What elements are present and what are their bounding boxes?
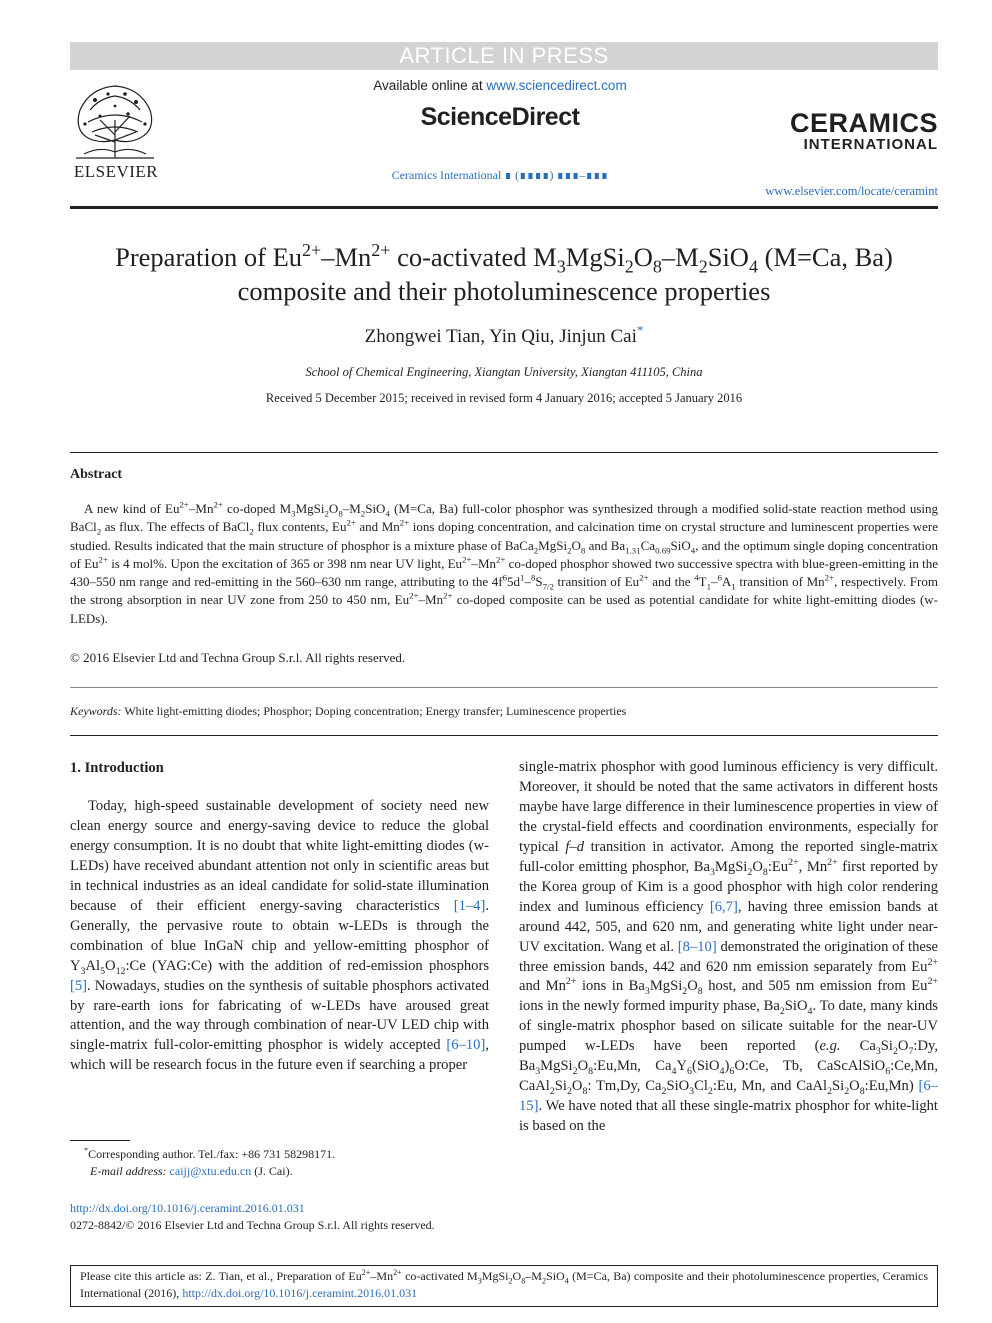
sciencedirect-link[interactable]: www.sciencedirect.com (486, 78, 627, 93)
abstract-top-rule (70, 452, 938, 453)
doi-link[interactable]: http://dx.doi.org/10.1016/j.ceramint.2016.01.031 (70, 1201, 305, 1215)
section-heading-introduction: 1. Introduction (70, 760, 164, 776)
citation-doi-link[interactable]: http://dx.doi.org/10.1016/j.ceramint.2016.01.031 (182, 1286, 418, 1300)
header-rule (70, 206, 938, 209)
doi-block (70, 1200, 490, 1234)
elsevier-wordmark: ELSEVIER (73, 162, 159, 181)
article-in-press-banner: ARTICLE IN PRESS (70, 42, 938, 70)
intro-paragraph-1-continued: single-matrix phosphor with good luminous efficiency is very difficult. Moreover, it should be noted that the same activators in different hosts maybe have large difference in their luminescence properties in view of the crystal-field effects and coordination environments, especially for typical f–d transition in activator. Among the reported single-matrix full-color emitting phosphor, $Ba_3MgSi_2O_8:Eu^{2+}$, $Mn^{2+}$ first reported by the Korea group of Kim is a good phosphor with high color rendering index and luminous efficiency [6,7], having three emission bands at around 442, 505, and 620 nm, and generating white light under near-UV excitation. Wang et al. [8–10] demonstrated the origination of these three emission bands, 442 and 620 nm emission separately from $Eu^{2+}$ and $Mn^{2+}$ ions in $Ba_3MgSi_2O_8$ host, and 505 nm emission from $Eu^{2+}$ ions in the newly formed impurity phase, $Ba_2SiO_4$. To date, many kinds of single-matrix phosphor based on silicate suitable for the near-UV pumped w-LEDs have been reported (e.g. $Ca_3Si_2O_7:Dy$, $Ba_3MgSi_2O_8:Eu,Mn$, $Ca_4Y_6(SiO_4)_6O:Ce$, Tb, CaScAlSiO$_6$:Ce,Mn, $CaAl_2Si_2O_8$: Tm,Dy, $Ca_2SiO_3Cl_2:Eu$, Mn, and $CaAl_2Si_2O_8:Eu,Mn$) [6–15]. We have noted that all these single-matrix phosphor for white-light is based on the (519, 759, 939, 1135)
email-link[interactable]: caijj@xtu.edu.cn (169, 1164, 252, 1178)
corresponding-author-note: *Corresponding author. Tel./fax: +86 731 58298171. (84, 1146, 336, 1161)
abstract-body: A new kind of $Eu^{2+}-Mn^{2+}$ co-doped $M_3MgSi_2O_8-M_2SiO_4$ (M=Ca, Ba) full-color phosphor was synthesized through a modified solid-state reaction method using BaCl$_2$ as flux. The effects of BaCl$_2$ flux contents, $Eu^{2+}$ and $Mn^{2+}$ ions doping concentration, and calcination time on crystal structure and luminescent properties were studied. Results indicated that the main structure of phosphor is a mixture phase of $BaCa_2MgSi_2O_8$ and $Ba_{1.31}Ca_{0.69}SiO_4$, and the optimum single doping concentration of $Eu^{2+}$ is 4 mol%. Upon the excitation of 365 or 398 nm near UV light, $Eu^{2+}-Mn^{2+}$ co-doped phosphor showed two successive spectra with blue-green-emitting in the 430–550 nm range and red-emitting in the 560–630 nm range, attributing to the $4f^65d^1-^8S_{7/2}$ transition of $Eu^{2+}$ and the $^4T_1-^6A_1$ transition of $Mn^{2+}$, respectively. From the strong absorption in near UV zone from 250 to 450 nm, $Eu^{2+}-Mn^{2+}$ co-doped composite can be used as potential candidate for white light-emitting diodes (w-LEDs). (70, 499, 938, 626)
abstract-heading: Abstract (70, 467, 123, 482)
keywords-top-rule (70, 687, 938, 688)
ref-link[interactable]: [1–4] (453, 897, 486, 914)
author-list (70, 322, 938, 348)
ref-link[interactable]: [5] (70, 977, 88, 994)
available-online-line (300, 78, 700, 93)
received-dates: Received 5 December 2015; received in revised form 4 January 2016; accepted 5 January 2016 (265, 391, 743, 405)
sciencedirect-logo: ScienceDirect (420, 103, 580, 131)
left-column (70, 758, 489, 1076)
email-line (70, 1163, 490, 1180)
ref-link[interactable]: [6–15] (519, 1078, 938, 1115)
issn-line: 0272-8842/© 2016 Elsevier Ltd and Techna Group S.r.l. All rights reserved. (70, 1218, 435, 1232)
keywords-label: Keywords: (70, 704, 122, 718)
abstract-copyright: © 2016 Elsevier Ltd and Techna Group S.r.l. All rights reserved. (70, 650, 406, 665)
keywords-text: White light-emitting diodes; Phosphor; Doping concentration; Energy transfer; Luminescence properties (121, 704, 627, 718)
keywords (70, 704, 626, 719)
footnote-rule (70, 1140, 130, 1141)
journal-logo-line2: INTERNATIONAL (803, 136, 938, 153)
article-title (70, 240, 938, 308)
corresponding-author-mark[interactable]: * (636, 322, 644, 338)
journal-logo (760, 110, 938, 153)
ref-link[interactable]: [6,7] (709, 898, 738, 915)
citation-text: Please cite this article as: Z. Tian, et al., Preparation of $Eu^{2+}-Mn^{2+}$ co-activated $M_3MgSi_2O_8-M_2SiO_4$ (M=Ca, Ba) composite and their photoluminescence properties, Ceramics International (2016), http://dx.doi.org/10.1016/j.ceramint.2016.01.031 (80, 1268, 928, 1300)
right-column (519, 758, 938, 1137)
intro-paragraph-1: Today, high-speed sustainable development of society need new clean energy source and energy-saving device to reduce the global energy consumption. It is no doubt that white light-emitting diodes (w-LEDs) have received abundant attention not only in scientific areas but in technical industries as an ideal candidate for solid-state illumination because of their efficient energy-saving characteristics [1–4]. Generally, the pervasive route to obtain w-LEDs is through the combination of blue InGaN chip and yellow-emitting phosphor of $Y_3Al_5O_{12}:Ce$ (YAG:Ce) with the addition of red-emission phosphors [5]. Nowadays, studies on the synthesis of suitable phosphors activated by rare-earth ions for fabricating of w-LEDs have aroused great attention, and the way through combination of near-UV LED chip with single-matrix full-color-emitting phosphor is widely accepted [6–10], which will be research focus in the future even if searching a proper (70, 798, 489, 1074)
email-suffix: (J. Cai). (251, 1164, 293, 1178)
journal-logo-line1: CERAMICS (789, 108, 938, 138)
journal-reference[interactable]: Ceramics International ∎ (∎∎∎∎) ∎∎∎–∎∎∎ (391, 168, 609, 182)
journal-homepage-link[interactable]: www.elsevier.com/locate/ceramint (765, 184, 938, 198)
available-prefix: Available online at (373, 78, 487, 93)
ref-link[interactable]: [6–10] (446, 1037, 486, 1054)
ref-link[interactable]: [8–10] (677, 938, 717, 955)
email-label: E-mail address: (90, 1164, 170, 1178)
corresponding-author-text: Corresponding author. Tel./fax: +86 731 58298171. (88, 1147, 336, 1161)
title-line-1: Preparation of $Eu^{2+}-Mn^{2+}$ co-activated $M_3MgSi_2O_8-M_2SiO_4$ (M=Ca, Ba) (115, 240, 893, 277)
authors-text: Zhongwei Tian, Yin Qiu, Jinjun Cai (364, 326, 637, 347)
affiliation: School of Chemical Engineering, Xiangtan University, Xiangtan 411105, China (305, 365, 703, 379)
body-top-rule (70, 735, 938, 736)
footnote (70, 1146, 490, 1180)
title-line-2: composite and their photoluminescence properties (237, 276, 771, 306)
